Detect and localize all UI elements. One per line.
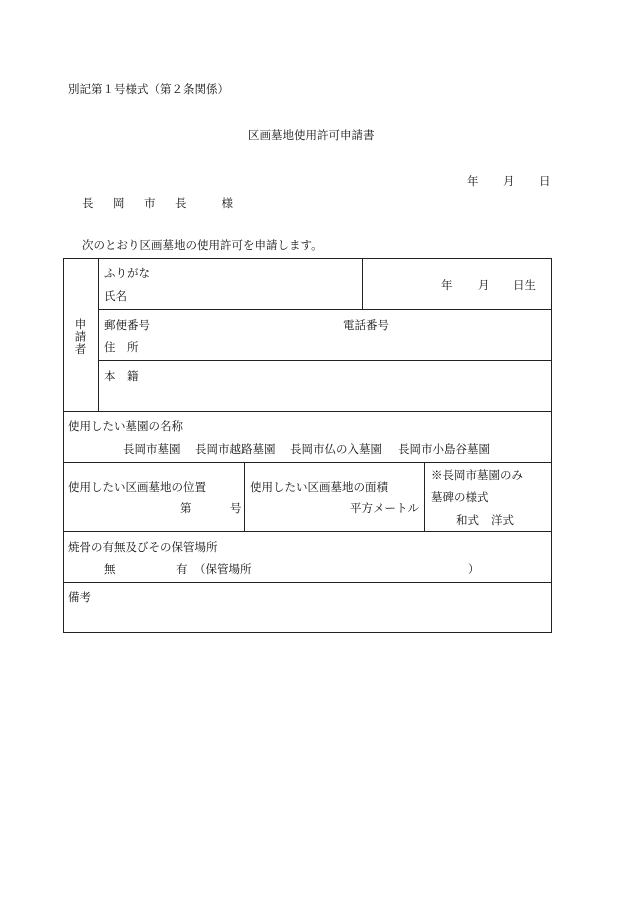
remains-none-option[interactable]: 無 [104,562,116,576]
col-divider-birth [362,258,363,309]
storage-place-close: ） [468,562,480,576]
row-divider-plot [63,531,552,532]
remains-yes-option[interactable]: 有 [176,562,188,576]
plot-area-unit: 平方メートル [350,501,419,515]
name-label: 氏名 [104,289,127,303]
remarks-label: 備考 [68,590,91,604]
birth-month: 月 [478,278,490,292]
col-divider-plot-position [244,462,245,531]
applicant-label: 申請者 [73,318,88,356]
date-year: 年 [467,174,479,188]
date-day: 日 [539,174,551,188]
col-divider-applicant [98,258,99,411]
storage-place-open: （保管場所 [194,562,252,576]
cemetery-option[interactable]: 長岡市越路墓園 [195,442,276,456]
tombstone-style-label: 墓碑の様式 [431,490,489,504]
domicile-label: 本 籍 [104,369,139,383]
date-month: 月 [503,174,515,188]
tombstone-note: ※長岡市墓園のみ [431,468,523,482]
row-divider-applicant [63,411,552,412]
row-divider-remains [63,582,552,583]
addressee: 長 岡 市 長 様 [82,196,237,210]
plot-area-label: 使用したい区画墓地の面積 [250,480,388,494]
remains-label: 焼骨の有無及びその保管場所 [68,540,218,554]
col-divider-plot-area [424,462,425,531]
row-divider-name [98,309,552,310]
cemetery-option[interactable]: 長岡市小島谷墓園 [398,442,490,456]
plot-number-prefix: 第 [180,501,192,515]
plot-number-suffix: 号 [230,501,242,515]
intro-text: 次のとおり区画墓地の使用許可を申請します。 [82,238,323,252]
phone-number-label: 電話番号 [343,318,389,332]
document-title: 区画墓地使用許可申請書 [248,128,375,142]
cemetery-option[interactable]: 長岡市墓園 [123,442,181,456]
row-divider-cemetery [63,462,552,463]
row-divider-address [98,360,552,361]
tombstone-option-western[interactable]: 洋式 [491,513,514,527]
postal-code-label: 郵便番号 [104,318,150,332]
tombstone-option-japanese[interactable]: 和式 [456,513,479,527]
cemetery-option[interactable]: 長岡市仏の入墓園 [290,442,382,456]
furigana-label: ふりがな [104,266,150,280]
style-reference: 別記第１号様式（第２条関係） [68,82,229,96]
plot-position-label: 使用したい区画墓地の位置 [68,480,206,494]
birth-day: 日生 [513,278,536,292]
cemetery-name-label: 使用したい墓園の名称 [68,419,183,433]
birth-year: 年 [441,278,453,292]
address-label: 住 所 [104,340,139,354]
